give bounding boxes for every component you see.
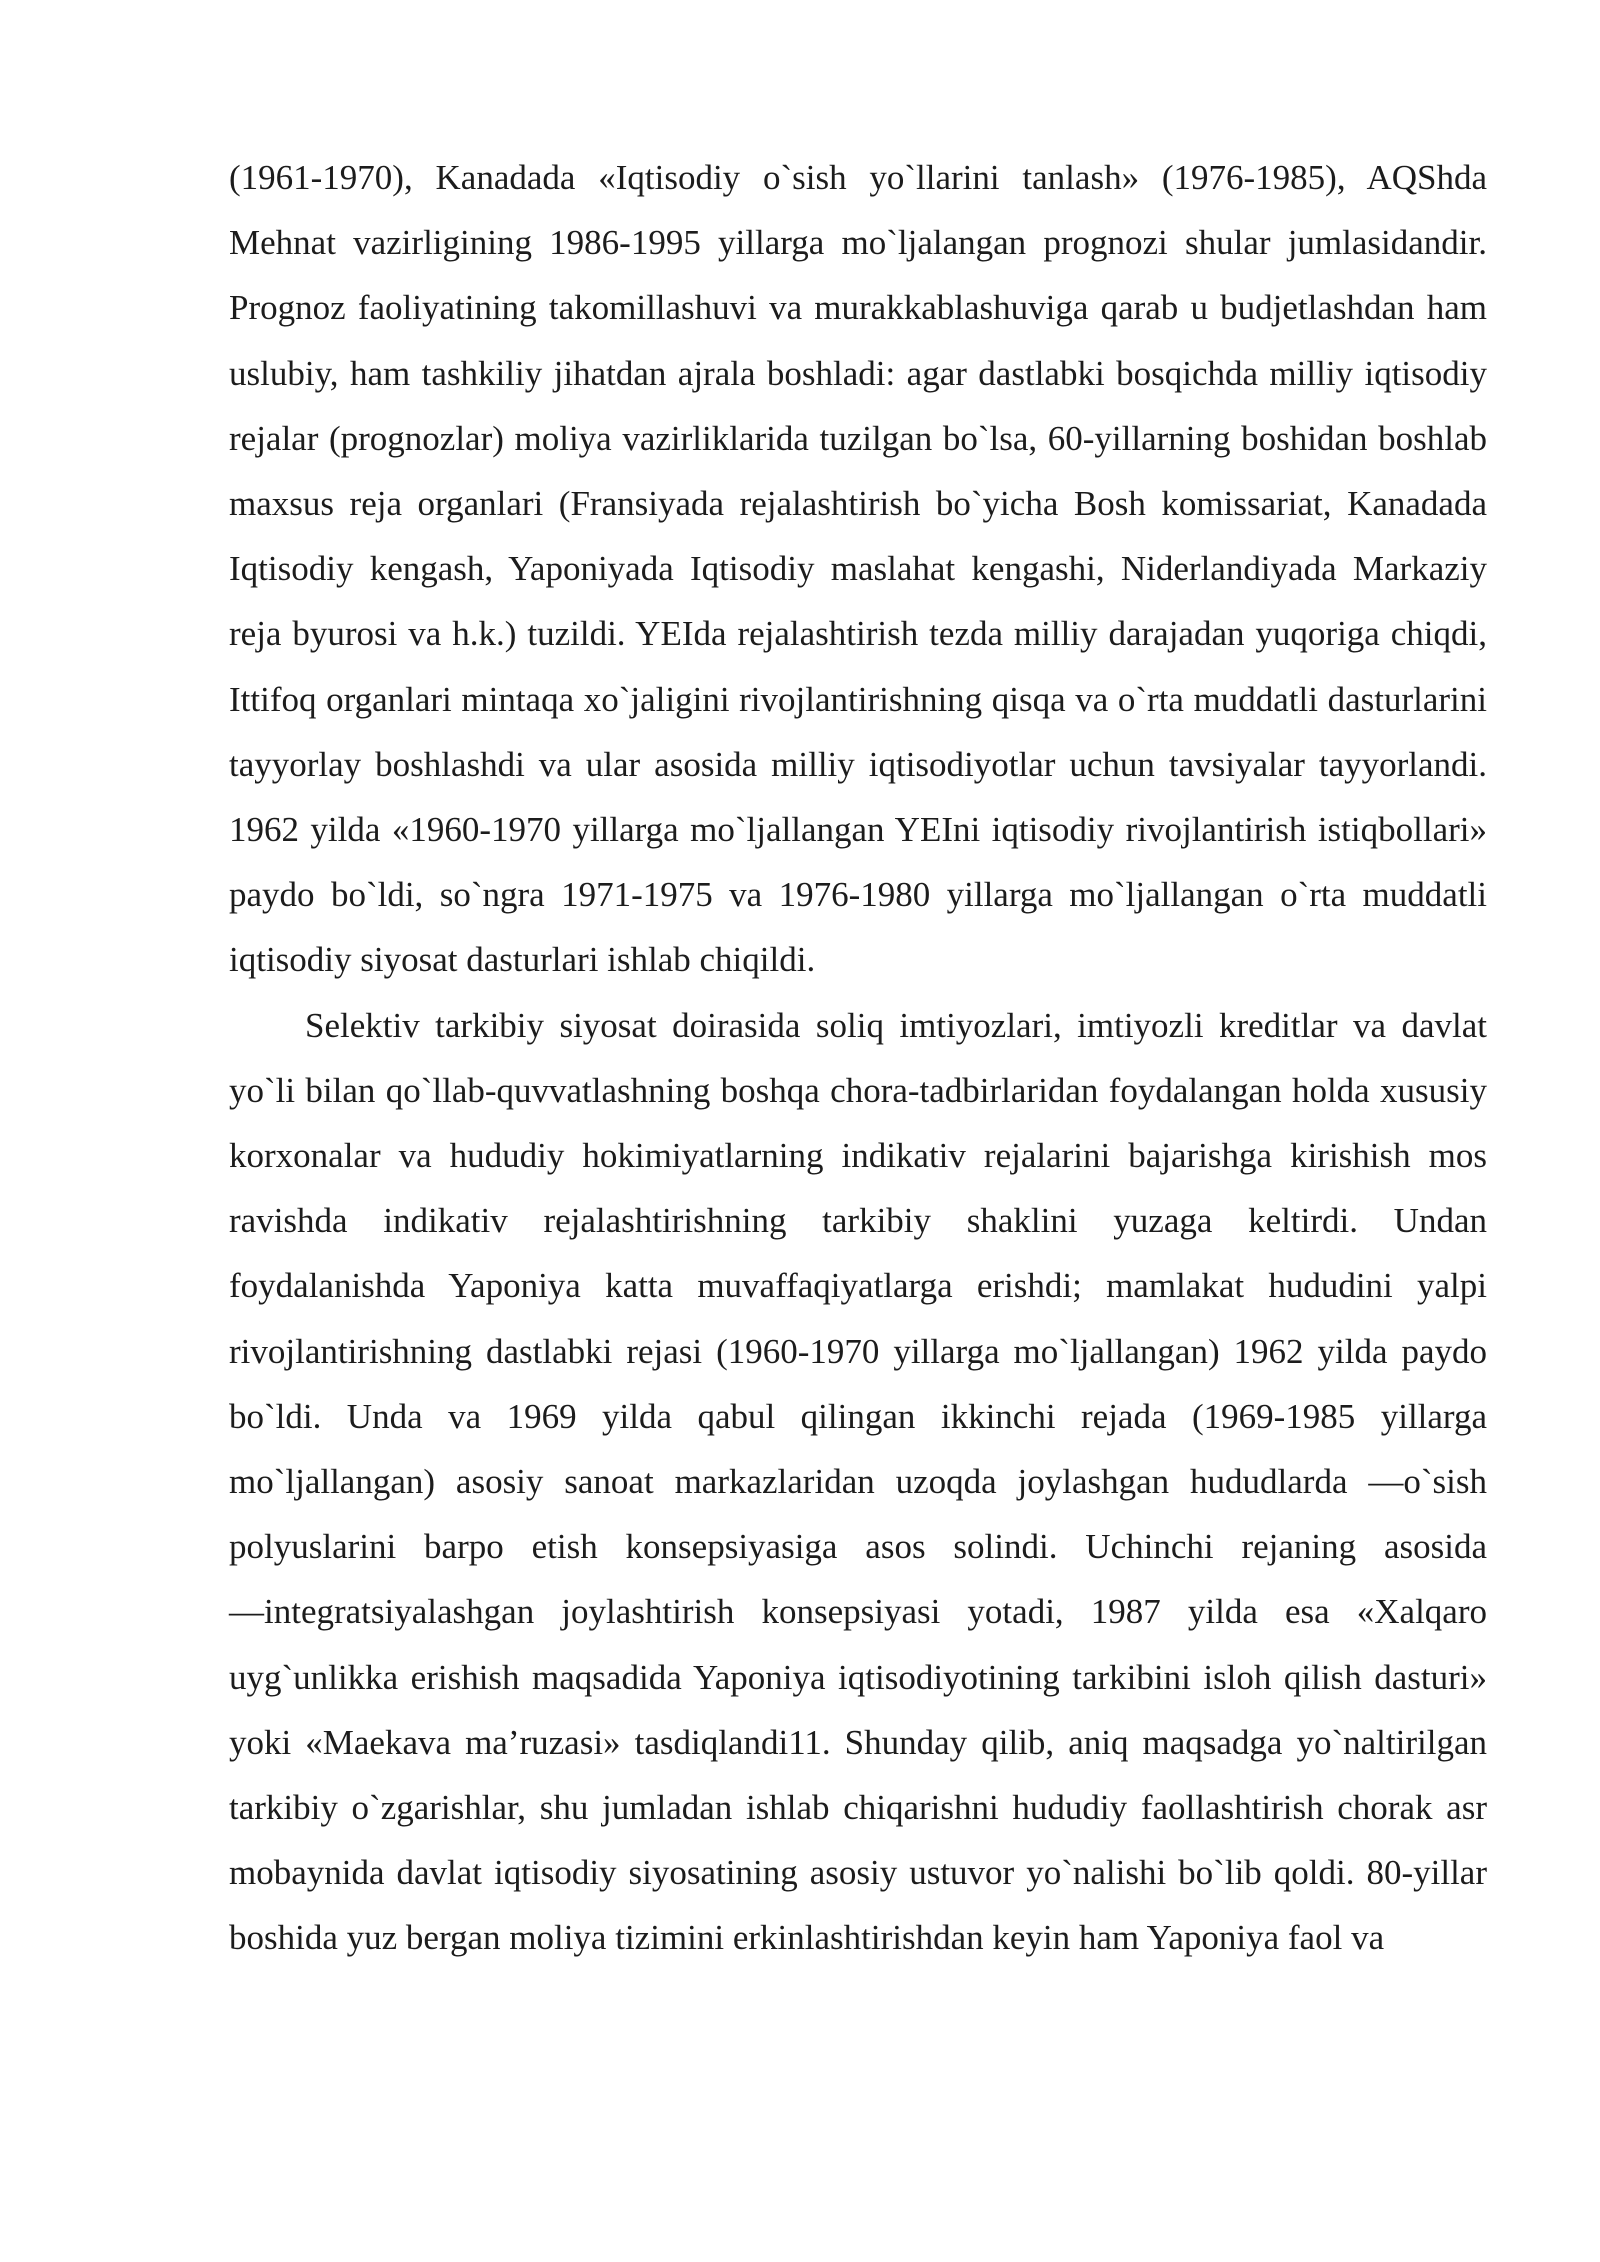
paragraph-1: (1961-1970), Kanadada «Iqtisodiy o`sish yo`llarini tanlash» (1976-1985), AQShda Mehnat vazirligining 1986-1995 yillarga mo`ljalangan prognozi shular jumlasidandir. Prognoz faoliyatining takomillashuvi va murakkablashuviga qarab u budjetlashdan ham uslubiy, ham tashkiliy jihatdan ajrala boshladi: agar dastlabki bosqichda milliy iqtisodiy rejalar (prognozlar) moliya vazirliklarida tuzilgan bo`lsa, 60-yillarning boshidan boshlab maxsus reja organlari (Fransiyada rejalashtirish bo`yicha Bosh komissariat, Kanadada Iqtisodiy kengash, Yaponiyada Iqtisodiy maslahat kengashi, Niderlandiyada Markaziy reja byurosi va h.k.) tuzildi. YEIda rejalashtirish tezda milliy darajadan yuqoriga chiqdi, Ittifoq organlari mintaqa xo`jaligini rivojlantirishning qisqa va o`rta muddatli dasturlarini tayyorlay boshlashdi va ular asosida milliy iqtisodiyotlar uchun tavsiyalar tayyorlandi. 1962 yilda «1960-1970 yillarga mo`ljallangan YEIni iqtisodiy rivojlantirish istiqbollari» paydo bo`ldi, so`ngra 1971-1975 va 1976-1980 yillarga mo`ljallangan o`rta muddatli iqtisodiy siyosat dasturlari ishlab chiqildi. (229, 158, 1487, 980)
document-page (229, 145, 1487, 1971)
paragraph-2: Selektiv tarkibiy siyosat doirasida soliq imtiyozlari, imtiyozli kreditlar va davlat yo`li bilan qo`llab-quvvatlashning boshqa chora-tadbirlaridan foydalangan holda xususiy korxonalar va hududiy hokimiyatlarning indikativ rejalarini bajarishga kirishish mos ravishda indikativ rejalashtirishning tarkibiy shaklini yuzaga keltirdi. Undan foydalanishda Yaponiya katta muvaffaqiyatlarga erishdi; mamlakat hududini yalpi rivojlantirishning dastlabki rejasi (1960-1970 yillarga mo`ljallangan) 1962 yilda paydo bo`ldi. Unda va 1969 yilda qabul qilingan ikkinchi rejada (1969-1985 yillarga mo`ljallangan) asosiy sanoat markazlaridan uzoqda joylashgan hududlarda ―o`sish polyuslarini barpo etish konsepsiyasiga asos solindi. Uchinchi rejaning asosida ―integratsiyalashgan joylashtirish konsepsiyasi yotadi, 1987 yilda esa «Xalqaro uyg`unlikka erishish maqsadida Yaponiya iqtisodiyotining tarkibini isloh qilish dasturi» yoki «Maekava ma’ruzasi» tasdiqlandi11. Shunday qilib, aniq maqsadga yo`naltirilgan tarkibiy o`zgarishlar, shu jumladan ishlab chiqarishni hududiy faollashtirish chorak asr mobaynida davlat iqtisodiy siyosatining asosiy ustuvor yo`nalishi bo`lib qoldi. 80-yillar boshida yuz bergan moliya tizimini erkinlashtirishdan keyin ham Yaponiya faol va (229, 1005, 1487, 1958)
